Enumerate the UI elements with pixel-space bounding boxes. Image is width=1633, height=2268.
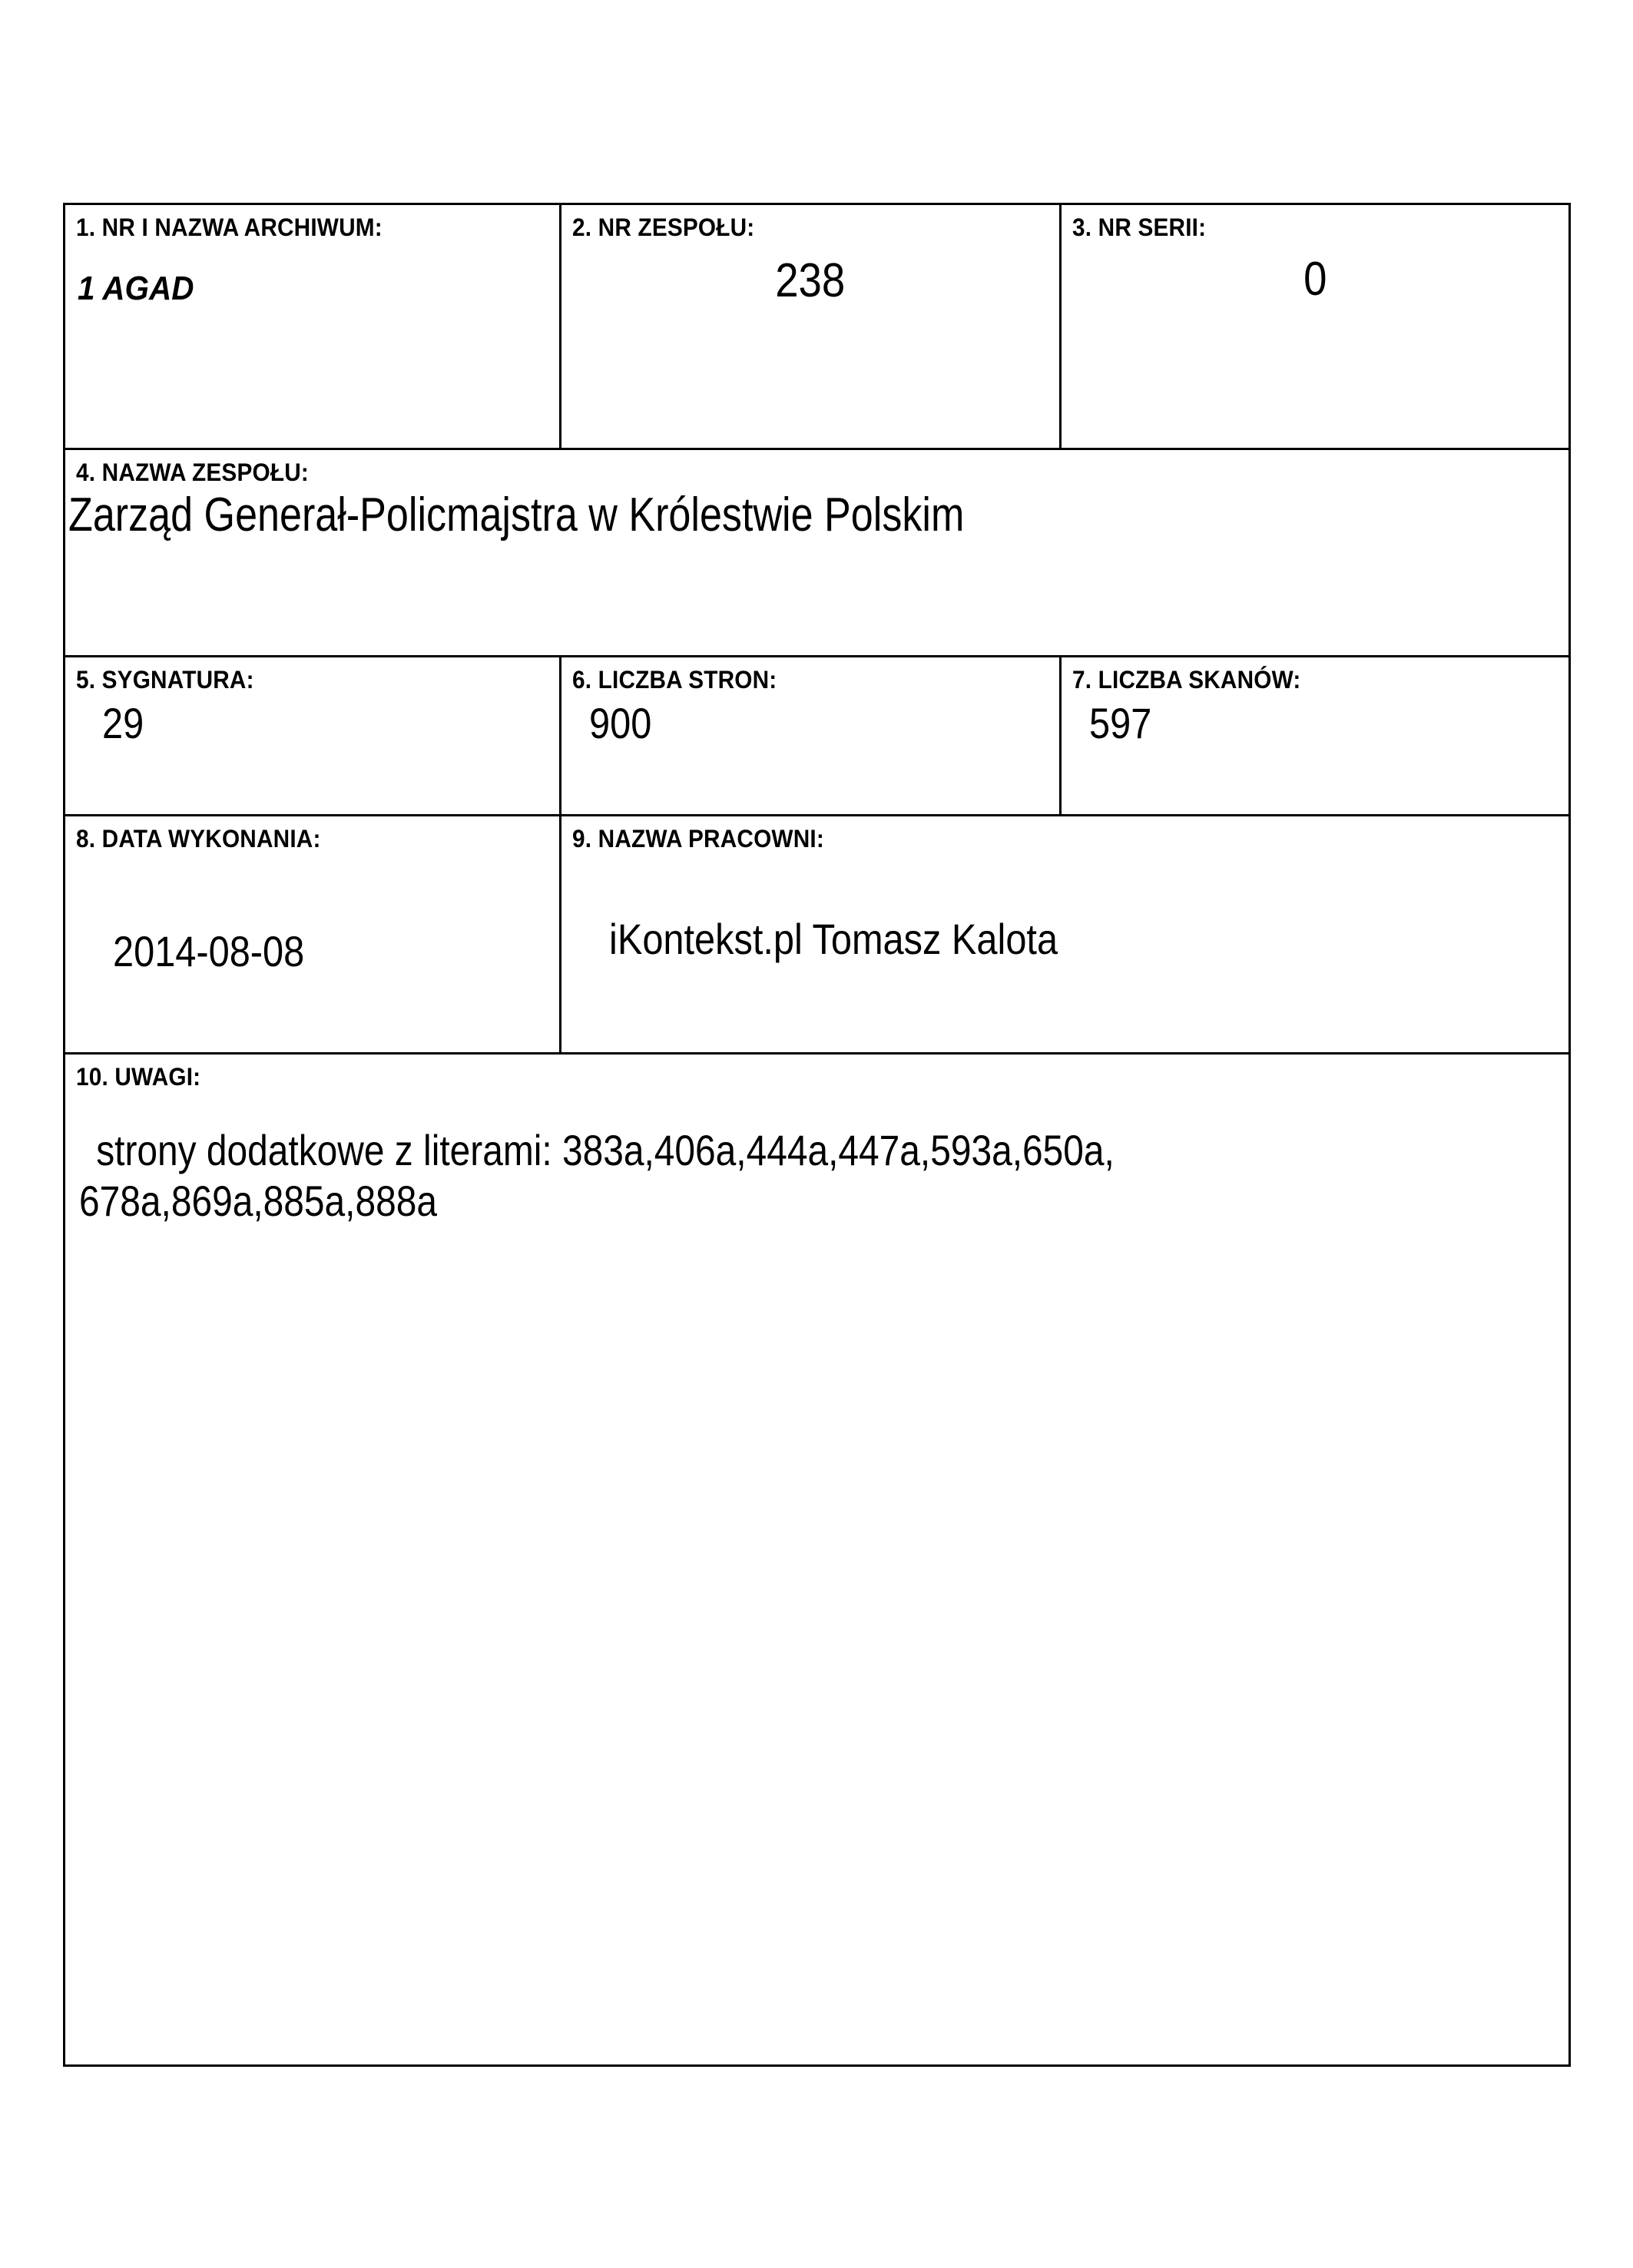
form-row-1 xyxy=(65,204,1570,449)
field-series-number-label: 3. NR SERII: xyxy=(1072,214,1207,241)
field-archive-value: 1 AGAD xyxy=(78,270,194,307)
field-lab-name-value: iKontekst.pl Tomasz Kalota xyxy=(609,915,1058,963)
field-execution-date-value: 2014-08-08 xyxy=(113,927,305,975)
field-page-count xyxy=(561,657,1061,816)
field-series-number xyxy=(1061,204,1570,449)
archival-metadata-form xyxy=(63,203,1571,2067)
field-fond-number-label: 2. NR ZESPOŁU: xyxy=(572,214,755,241)
field-notes-line-1: strony dodatkowe z literami: 383a,406a,444a,447a,593a,650a, xyxy=(96,1126,1115,1174)
field-scan-count-label: 7. LICZBA SKANÓW: xyxy=(1072,666,1301,694)
field-fond-name xyxy=(65,449,1570,657)
field-notes-label: 10. UWAGI: xyxy=(76,1063,201,1091)
field-series-number-value: 0 xyxy=(1303,253,1327,306)
field-scan-count xyxy=(1061,657,1570,816)
form-row-3 xyxy=(65,657,1570,816)
form-row-5 xyxy=(65,1054,1570,2066)
field-signature-label: 5. SYGNATURA: xyxy=(76,666,254,694)
field-fond-name-label: 4. NAZWA ZESPOŁU: xyxy=(76,459,309,486)
field-fond-number xyxy=(561,204,1061,449)
field-notes-value xyxy=(79,1125,1562,1227)
field-scan-count-value: 597 xyxy=(1089,699,1152,747)
field-fond-name-value: Zarząd Generał-Policmajstra w Królestwie Polskim xyxy=(68,488,965,541)
field-archive-label: 1. NR I NAZWA ARCHIWUM: xyxy=(76,214,383,241)
field-page-count-label: 6. LICZBA STRON: xyxy=(572,666,777,694)
field-notes xyxy=(65,1054,1570,2066)
field-signature-value: 29 xyxy=(102,699,144,747)
field-archive xyxy=(65,204,561,449)
field-page-count-value: 900 xyxy=(589,699,652,747)
field-lab-name xyxy=(561,816,1570,1054)
field-signature xyxy=(65,657,561,816)
field-execution-date xyxy=(65,816,561,1054)
form-row-2 xyxy=(65,449,1570,657)
form-row-4 xyxy=(65,816,1570,1054)
field-lab-name-label: 9. NAZWA PRACOWNI: xyxy=(572,825,824,853)
field-fond-number-value: 238 xyxy=(775,254,846,307)
field-execution-date-label: 8. DATA WYKONANIA: xyxy=(76,825,321,853)
field-notes-line-2: 678a,869a,885a,888a xyxy=(79,1177,437,1226)
